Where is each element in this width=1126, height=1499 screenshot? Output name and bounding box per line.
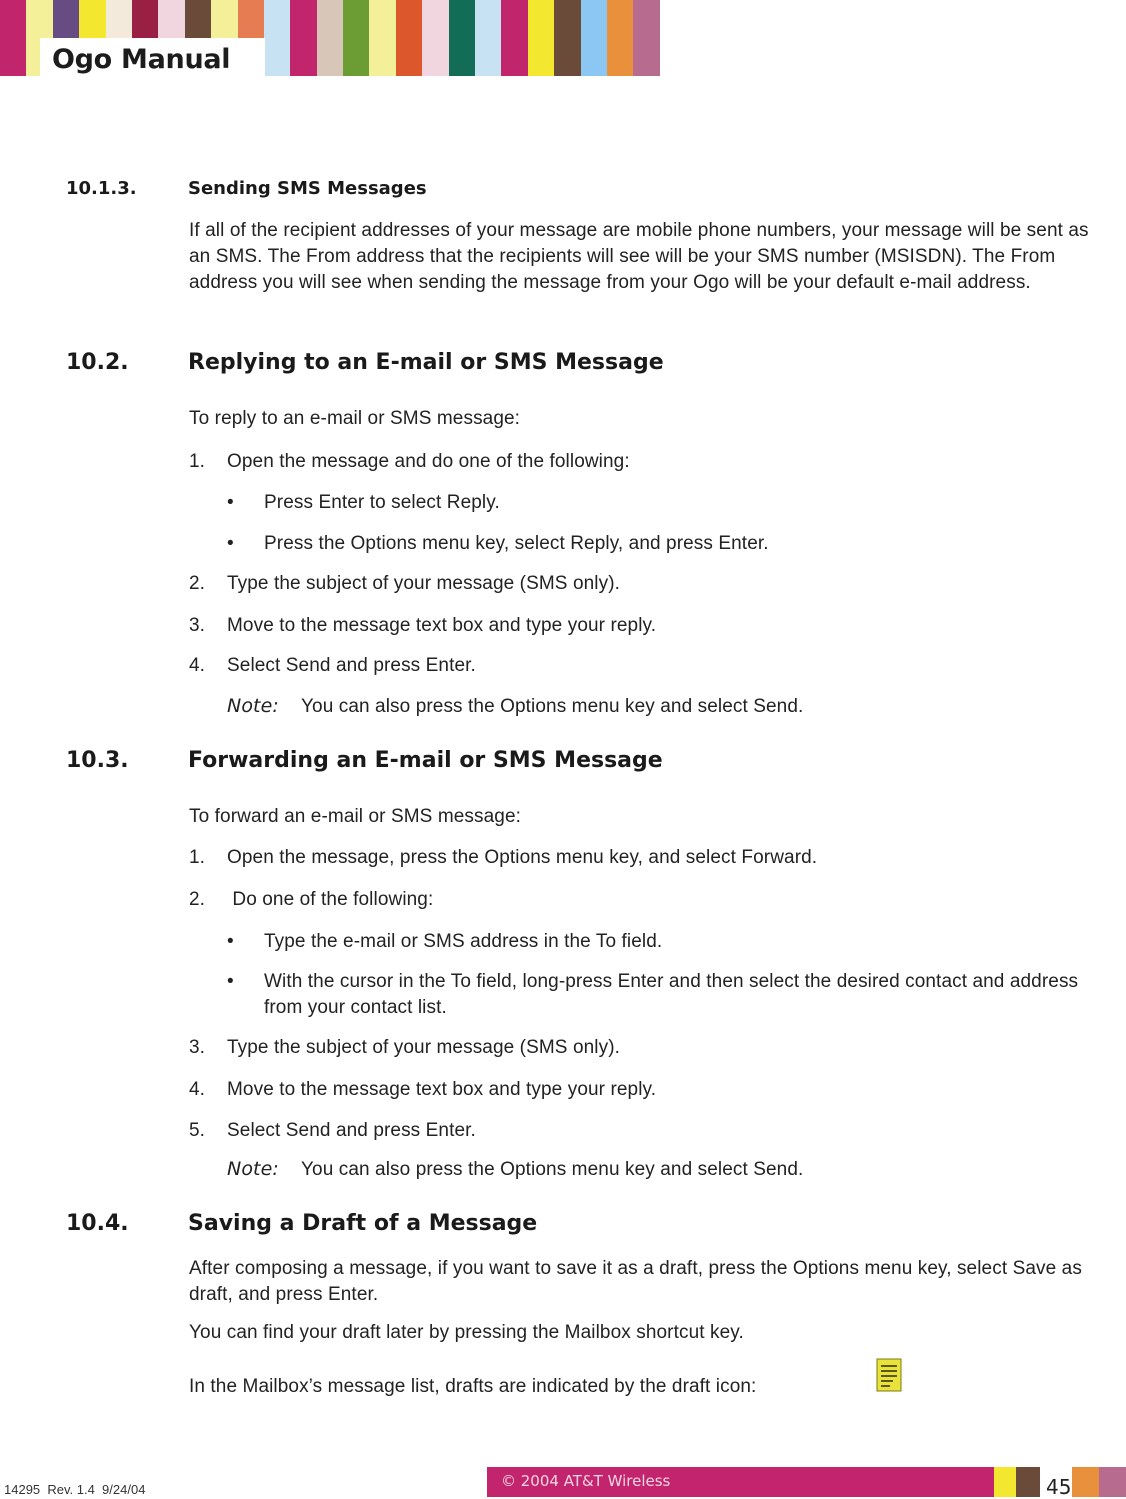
header-stripe (290, 0, 316, 76)
list-item: 1. Open the message and do one of the following: (189, 451, 630, 472)
note-label: Note: (227, 695, 279, 717)
header-stripe (633, 0, 659, 76)
list-item: 4. Select Send and press Enter. (189, 655, 476, 676)
list-item: 2. Do one of the following: (189, 889, 434, 910)
header-stripe (581, 0, 607, 76)
footer-doc-id: 14295 Rev. 1.4 9/24/04 (4, 1482, 146, 1497)
list-item: 3. Move to the message text box and type your reply. (189, 615, 657, 636)
section-title: Forwarding an E-mail or SMS Message (188, 748, 663, 773)
paragraph: If all of the recipient addresses of your message are mobile phone numbers, your message will be sent as an SMS. The From address that the recipients will see will be your SMS number (MSISDN). The From address you will see when sending the message from your Ogo will be your default e-mail address. (189, 220, 1089, 293)
header-stripe (369, 0, 395, 76)
header-stripe (396, 0, 422, 76)
bullet-item: • Press Enter to select Reply. (227, 492, 500, 513)
note (227, 1158, 803, 1181)
header-stripe (317, 0, 343, 76)
header-stripe (475, 0, 501, 76)
section-number: 10.2. (66, 350, 129, 375)
section-heading-10-2 (66, 350, 664, 375)
bullet-item: • Press the Options menu key, select Reply, and press Enter. (227, 533, 769, 554)
note-text: You can also press the Options menu key and select Send. (301, 1159, 804, 1180)
note-label: Note: (227, 1158, 279, 1180)
section-heading-10-3 (66, 748, 663, 773)
draft-icon (876, 1358, 902, 1392)
list-item: 2. Type the subject of your message (SMS only). (189, 573, 621, 594)
paragraph: After composing a message, if you want to save it as a draft, press the Options menu key, select Save as draft, and press Enter. (189, 1258, 1082, 1305)
paragraph: In the Mailbox’s message list, drafts are indicated by the draft icon: (189, 1376, 757, 1397)
header-stripe (607, 0, 633, 76)
header-stripe (0, 0, 26, 76)
header-stripe (554, 0, 580, 76)
note-text: You can also press the Options menu key and select Send. (301, 696, 804, 717)
bullet-item: • With the cursor in the To field, long-press Enter and then select the desired contact and address from your contact list. (227, 971, 1079, 1018)
section-heading-10-1-3 (66, 178, 427, 199)
section-title: Saving a Draft of a Message (188, 1211, 538, 1236)
paragraph: You can find your draft later by pressing the Mailbox shortcut key. (189, 1322, 744, 1343)
bullet-item: • Type the e-mail or SMS address in the To field. (227, 931, 663, 952)
section-number: 10.3. (66, 748, 129, 773)
header-stripe (422, 0, 448, 76)
list-item: 1. Open the message, press the Options menu key, and select Forward. (189, 847, 818, 868)
section-heading-10-4 (66, 1211, 537, 1236)
footer-stripe (1072, 1467, 1099, 1497)
list-item: 4. Move to the message text box and type your reply. (189, 1079, 657, 1100)
footer-copyright-bar (487, 1467, 994, 1497)
section-title: Replying to an E-mail or SMS Message (188, 350, 664, 375)
intro-text: To reply to an e-mail or SMS message: (189, 408, 521, 429)
section-number: 10.4. (66, 1211, 129, 1236)
header-stripe (343, 0, 369, 76)
section-number: 10.1.3. (66, 178, 137, 199)
footer-stripe (1016, 1467, 1040, 1497)
list-item: 3. Type the subject of your message (SMS only). (189, 1037, 621, 1058)
logo-text: Ogo Manual (52, 44, 231, 75)
header-stripe (528, 0, 554, 76)
page-number: 45 (1046, 1475, 1072, 1499)
section-title: Sending SMS Messages (188, 178, 427, 199)
copyright-text: © 2004 AT&T Wireless (501, 1472, 671, 1490)
header-stripe (264, 0, 290, 76)
header-stripe (501, 0, 527, 76)
intro-text: To forward an e-mail or SMS message: (189, 806, 521, 827)
list-item: 5. Select Send and press Enter. (189, 1120, 476, 1141)
header-stripe (449, 0, 475, 76)
footer-stripe (994, 1467, 1016, 1497)
footer-stripe (1099, 1467, 1126, 1497)
note (227, 695, 803, 718)
header-logo (40, 38, 265, 80)
